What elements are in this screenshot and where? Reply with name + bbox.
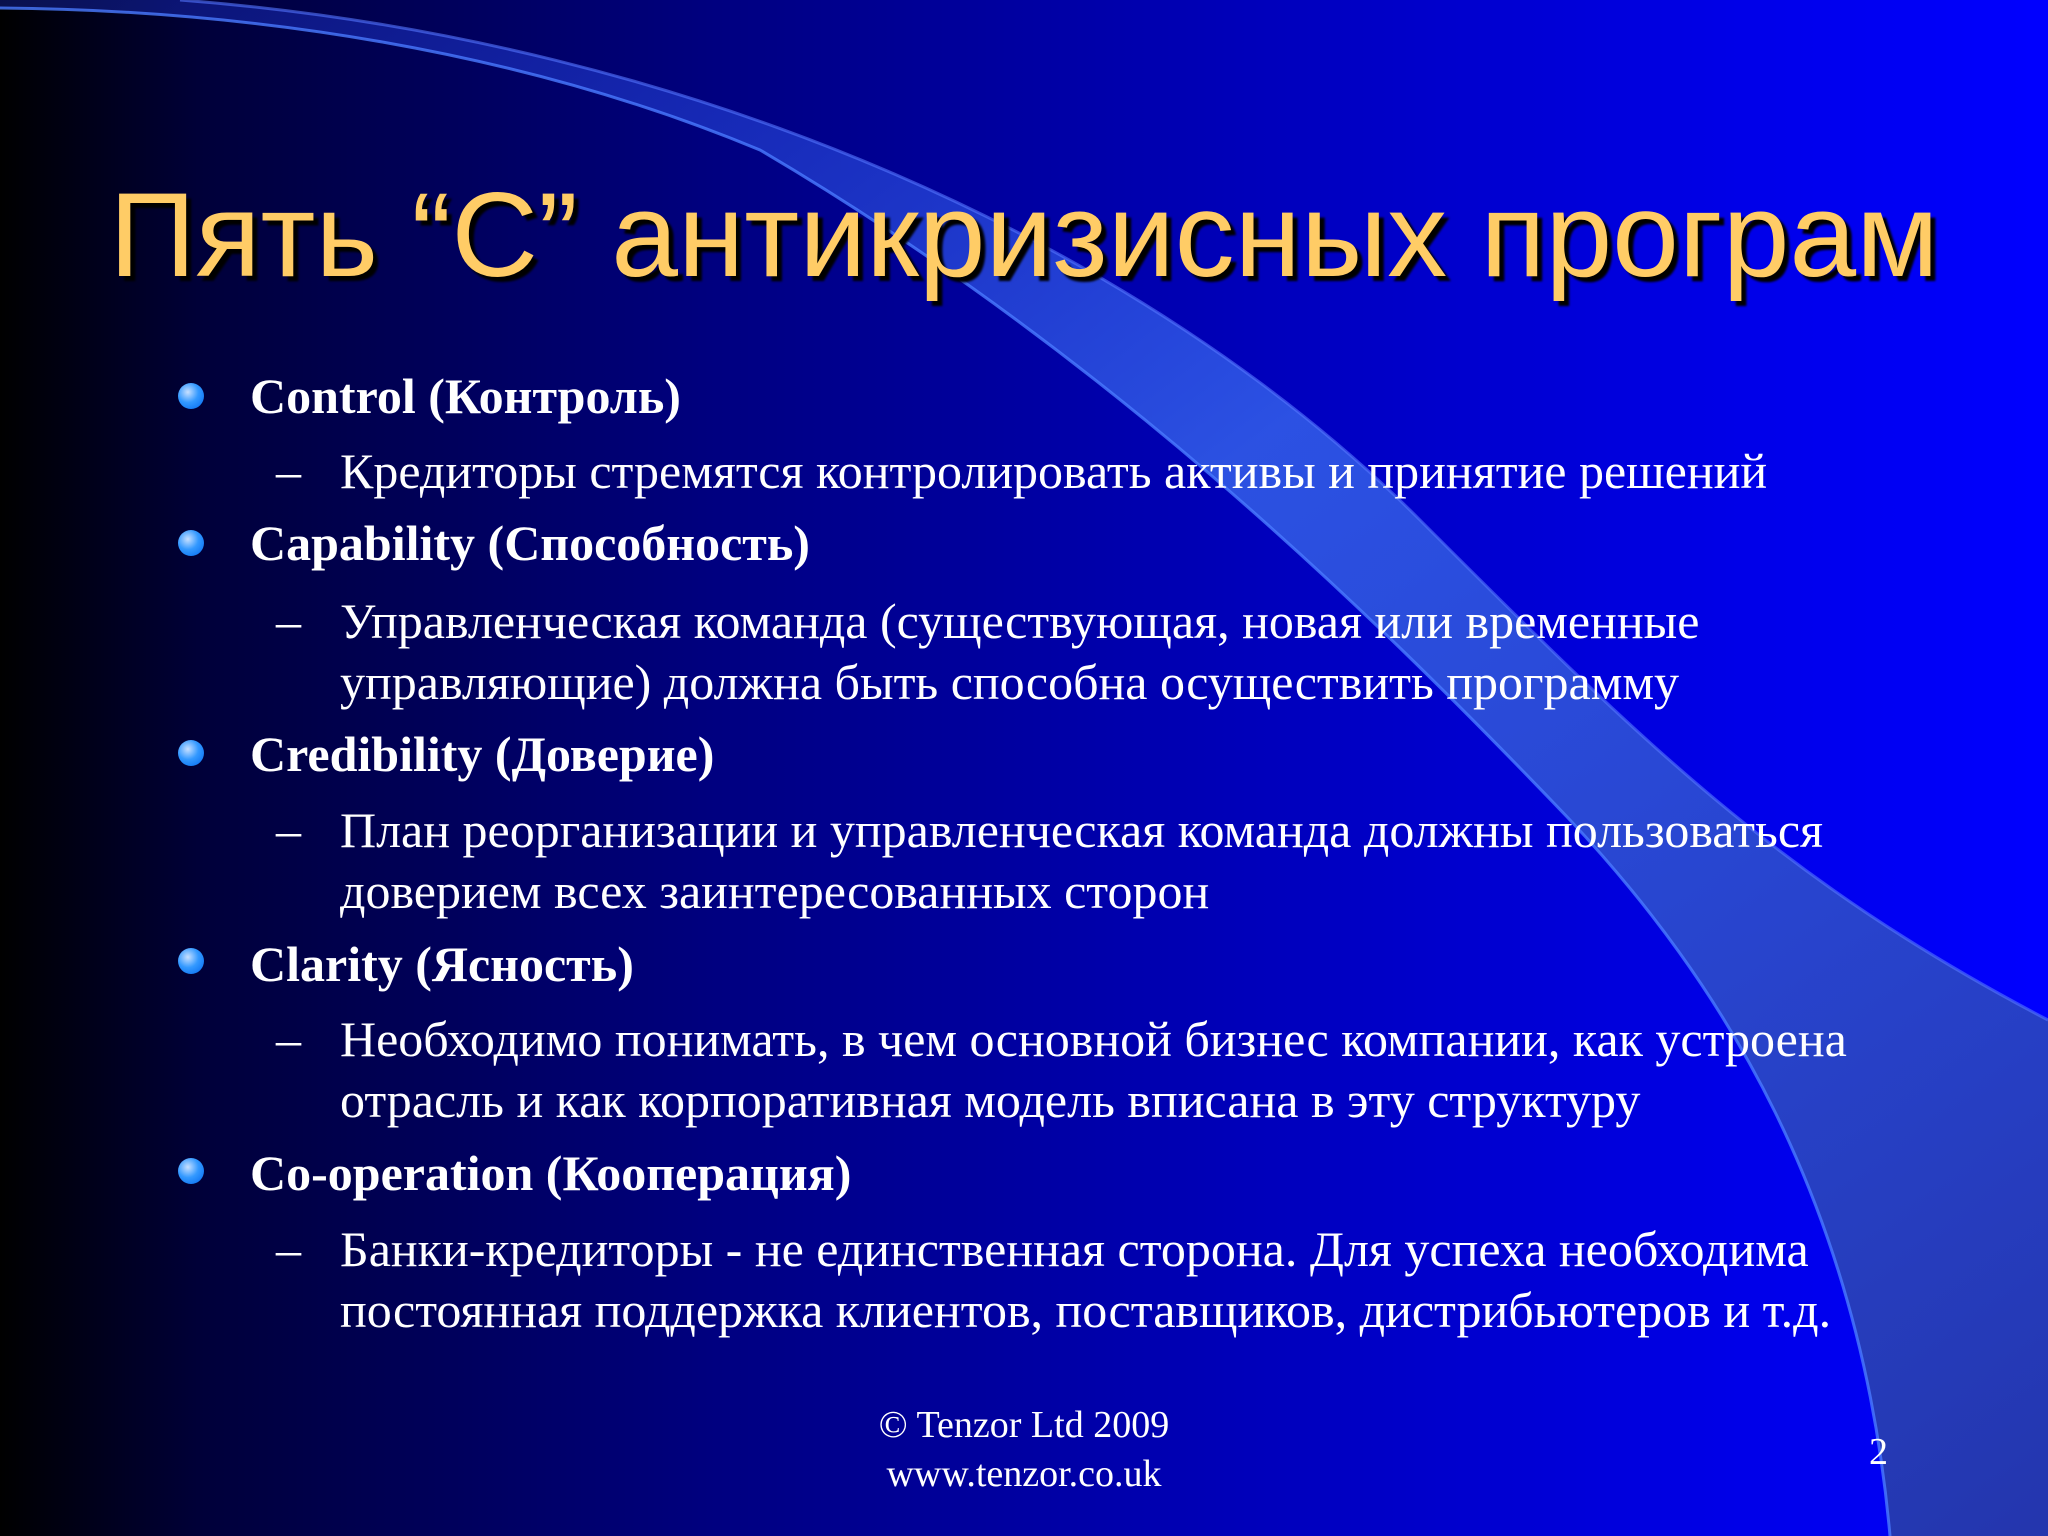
- bullet-dot: [178, 383, 204, 409]
- item-heading-clarity: Clarity (Ясность): [250, 936, 634, 992]
- item-text-clarity-line1: Необходимо понимать, в чем основной бизнес компании, как устроена: [340, 1011, 1847, 1067]
- bullet-dot: [178, 740, 204, 766]
- bullet-dot: [178, 530, 204, 556]
- sub-dash: –: [276, 443, 301, 499]
- item-text-capability-line2: управляющие) должна быть способна осуществить программу: [340, 654, 1680, 710]
- sub-dash: –: [276, 802, 301, 858]
- item-heading-capability: Capability (Способность): [250, 515, 810, 571]
- footer: [764, 1401, 1284, 1499]
- item-heading-cooperation: Co-operation (Кооперация): [250, 1145, 852, 1201]
- item-heading-control: Control (Контроль): [250, 368, 681, 424]
- item-text-credibility-line2: доверием всех заинтересованных сторон: [340, 863, 1210, 919]
- sub-dash: –: [276, 1011, 301, 1067]
- sub-dash: –: [276, 1221, 301, 1277]
- bullet-dot: [178, 1158, 204, 1184]
- page-number: 2: [1869, 1431, 1888, 1473]
- slide-title: Пять “С” антикризисных програм: [109, 168, 1939, 302]
- item-text-credibility-line1: План реорганизации и управленческая команда должны пользоваться: [340, 802, 1824, 858]
- footer-copyright: © Tenzor Ltd 2009: [878, 1404, 1170, 1446]
- item-heading-credibility: Credibility (Доверие): [250, 726, 715, 782]
- footer-website: www.tenzor.co.uk: [886, 1453, 1162, 1495]
- item-text-cooperation-line2: постоянная поддержка клиентов, поставщиков, дистрибьютеров и т.д.: [340, 1282, 1832, 1338]
- item-text-cooperation-line1: Банки-кредиторы - не единственная сторона. Для успеха необходима: [340, 1221, 1809, 1277]
- item-text-capability-line1: Управленческая команда (существующая, новая или временные: [340, 593, 1700, 649]
- sub-dash: –: [276, 593, 301, 649]
- item-text-clarity-line2: отрасль и как корпоративная модель вписана в эту структуру: [340, 1072, 1641, 1128]
- bullet-dot: [178, 948, 204, 974]
- item-text-control: Кредиторы стремятся контролировать активы и принятие решений: [340, 443, 1768, 499]
